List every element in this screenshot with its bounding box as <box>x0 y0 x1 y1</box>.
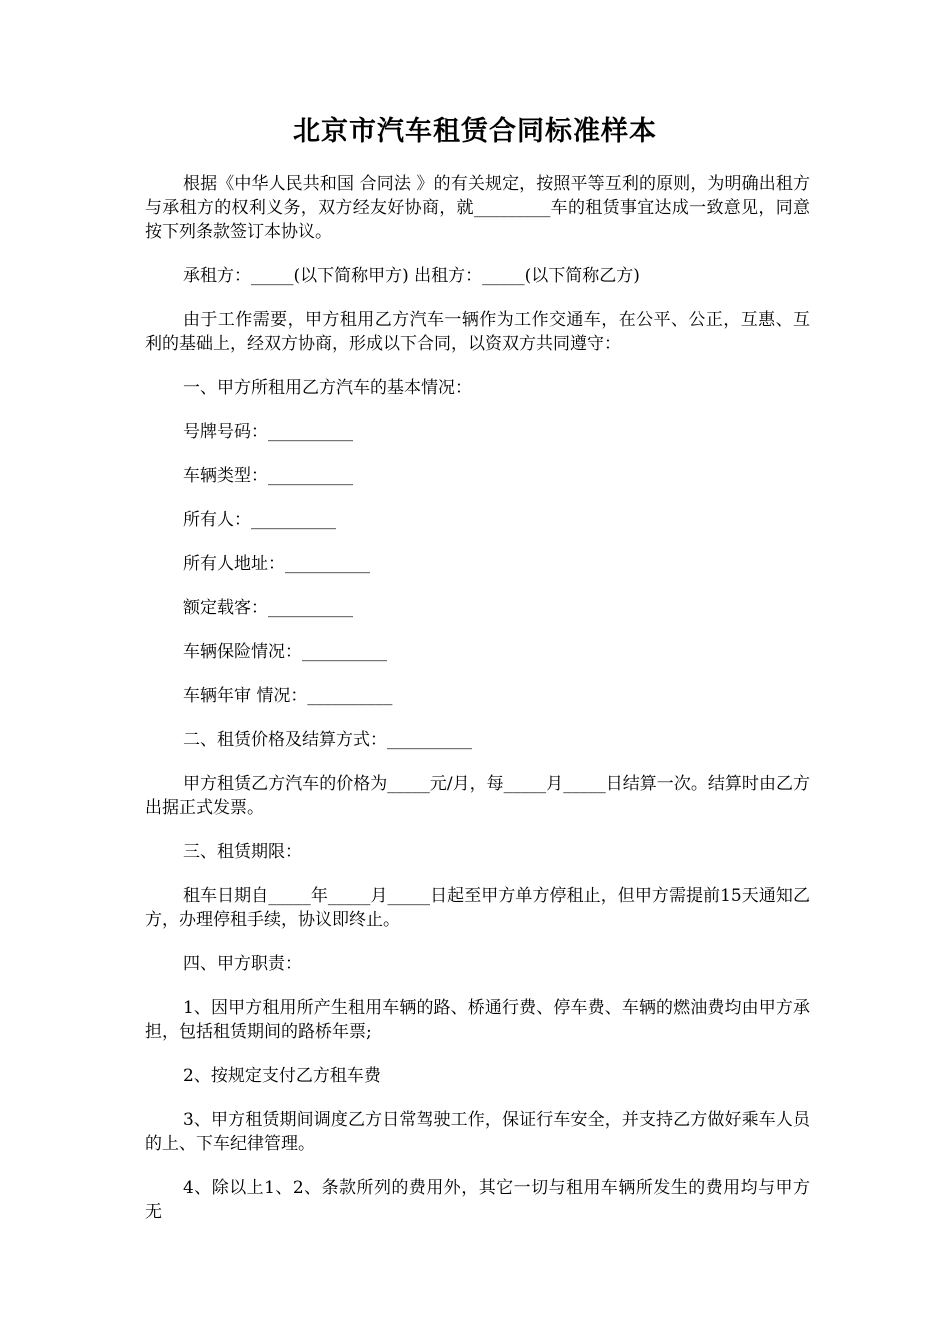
paragraph-purpose: 由于工作需要，甲方租用乙方汽车一辆作为工作交通车，在公平、公正，互惠、互利的基础上，经双方协商，形成以下合同，以资双方共同遵守： <box>145 310 810 354</box>
paragraph-preamble: 根据《中华人民共和国 合同法 》的有关规定，按照平等互利的原则，为明确出租方与承租方的权利义务，双方经友好协商，就_________车的租赁事宜达成一致意见，同意按下列条款签订本协议。 <box>145 174 810 242</box>
duty-item-4: 4、除以上1、2、条款所列的费用外，其它一切与租用车辆所发生的费用均与甲方无 <box>145 1178 810 1222</box>
section-heading-vehicle-info: 一、甲方所租用乙方汽车的基本情况： <box>183 378 472 398</box>
duty-item-1: 1、因甲方租用所产生租用车辆的路、桥通行费、停车费、车辆的燃油费均由甲方承担，包括租赁期间的路桥年票; <box>145 998 810 1042</box>
field-rated-passengers: 额定载客：__________ <box>183 598 353 618</box>
field-owner-address: 所有人地址：__________ <box>183 554 370 574</box>
field-annual-inspection: 车辆年审 情况：__________ <box>183 686 393 706</box>
field-owner: 所有人：__________ <box>183 510 336 530</box>
document-title: 北京市汽车租赁合同标准样本 <box>293 116 657 147</box>
duty-item-2: 2、按规定支付乙方租车费 <box>183 1066 381 1086</box>
field-insurance: 车辆保险情况：__________ <box>183 642 387 662</box>
field-plate-number: 号牌号码：__________ <box>183 422 353 442</box>
document-body <box>145 172 810 1244</box>
duty-item-3: 3、甲方租赁期间调度乙方日常驾驶工作，保证行车安全，并支持乙方做好乘车人员的上、下车纪律管理。 <box>145 1110 810 1154</box>
section-heading-party-a-duties: 四、甲方职责： <box>183 954 302 974</box>
field-vehicle-type: 车辆类型：__________ <box>183 466 353 486</box>
paragraph-term-terms: 租车日期自_____年_____月_____日起至甲方单方停租止，但甲方需提前15天通知乙方，办理停租手续，协议即终止。 <box>145 886 810 930</box>
paragraph-price-terms: 甲方租赁乙方汽车的价格为_____元/月，每_____月_____日结算一次。结算时由乙方出据正式发票。 <box>145 774 810 818</box>
paragraph-parties: 承租方：_____(以下简称甲方) 出租方：_____(以下简称乙方) <box>183 266 640 286</box>
section-heading-price: 二、租赁价格及结算方式：__________ <box>183 730 472 750</box>
section-heading-term: 三、租赁期限： <box>183 842 302 862</box>
